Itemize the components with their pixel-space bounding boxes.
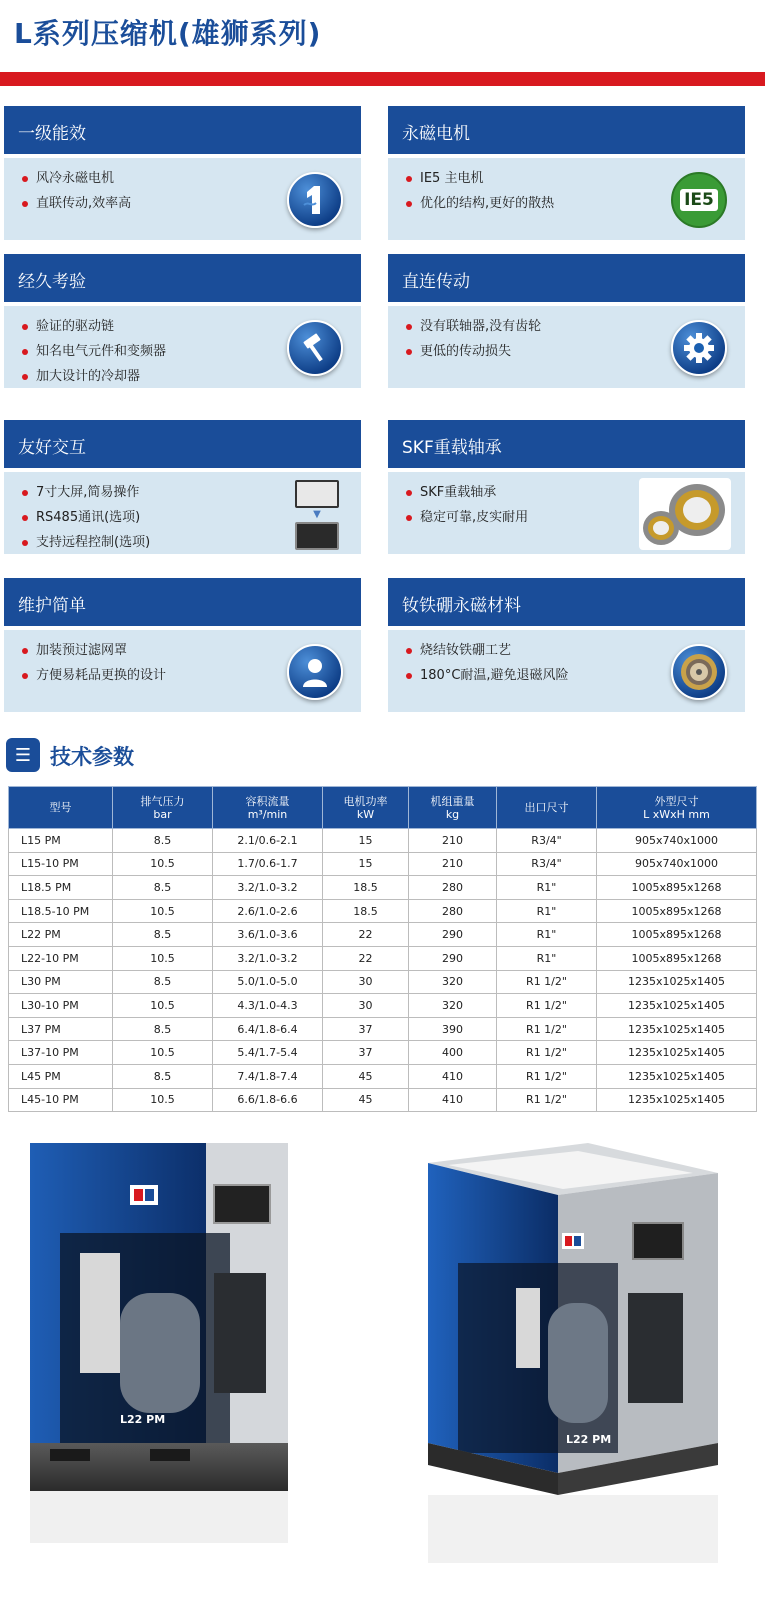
feature-bullet: 支持远程控制(选项): [22, 530, 361, 555]
spec-header-title: 排气压力: [140, 794, 185, 808]
spec-cell: 390: [409, 1017, 497, 1041]
compressor-angle-image: [428, 1143, 718, 1563]
spec-cell: 8.5: [113, 923, 213, 947]
spec-cell: 15: [323, 829, 409, 853]
spec-cell: 320: [409, 994, 497, 1018]
spec-cell: 8.5: [113, 1064, 213, 1088]
spec-cell: 280: [409, 876, 497, 900]
spec-cell: 1235x1025x1405: [597, 994, 757, 1018]
spec-header-cell: [597, 787, 757, 829]
spec-cell: 1235x1025x1405: [597, 970, 757, 994]
table-row: [9, 994, 757, 1018]
table-row: [9, 899, 757, 923]
feature-card-energy: [4, 106, 361, 244]
magnet-rotor-icon: [671, 644, 727, 700]
spec-cell: R1": [497, 946, 597, 970]
feature-title: SKF重载轴承: [388, 420, 745, 468]
spec-cell: R1 1/2": [497, 1017, 597, 1041]
spec-cell: R1": [497, 899, 597, 923]
spec-cell: L15 PM: [9, 829, 113, 853]
feature-bullet: 加大设计的冷却器: [22, 364, 361, 389]
feature-title: 经久考验: [4, 254, 361, 302]
spec-cell: 1005x895x1268: [597, 876, 757, 900]
tech-title: 技术参数: [50, 745, 134, 769]
spec-cell: 10.5: [113, 946, 213, 970]
feature-card-interaction: [4, 420, 361, 558]
spec-cell: R1 1/2": [497, 994, 597, 1018]
spec-cell: L45-10 PM: [9, 1088, 113, 1112]
spec-cell: 15: [323, 852, 409, 876]
feature-card-proven: [4, 254, 361, 392]
spec-cell: 8.5: [113, 970, 213, 994]
feature-bullet: RS485通讯(选项): [22, 505, 361, 530]
spec-header-unit: kg: [445, 807, 460, 821]
feature-card-ndfeb-magnet: [388, 578, 745, 716]
spec-cell: 1235x1025x1405: [597, 1041, 757, 1065]
spec-header-cell: [409, 787, 497, 829]
spec-cell: 30: [323, 994, 409, 1018]
spec-cell: 1005x895x1268: [597, 899, 757, 923]
title-divider: [0, 72, 765, 86]
ie5-badge-icon: [671, 172, 727, 228]
feature-bullet: IE5 主电机: [406, 166, 745, 191]
feature-bullet: 风冷永磁电机: [22, 166, 361, 191]
spec-cell: R1": [497, 876, 597, 900]
spec-cell: 905x740x1000: [597, 852, 757, 876]
feature-card-maintenance: [4, 578, 361, 716]
spec-cell: 1235x1025x1405: [597, 1064, 757, 1088]
spec-cell: L45 PM: [9, 1064, 113, 1088]
compressor-front-image: [30, 1143, 288, 1543]
spec-header-title: 电机功率: [343, 794, 388, 808]
spec-cell: 5.4/1.7-5.4: [213, 1041, 323, 1065]
spec-header-title: 容积流量: [245, 794, 290, 808]
spec-cell: 320: [409, 970, 497, 994]
feature-bullet: 直联传动,效率高: [22, 191, 361, 216]
spec-cell: 210: [409, 829, 497, 853]
maintenance-person-icon: [287, 644, 343, 700]
table-row: [9, 852, 757, 876]
spec-cell: 290: [409, 923, 497, 947]
spec-cell: 4.3/1.0-4.3: [213, 994, 323, 1018]
feature-card-skf-bearing: [388, 420, 745, 558]
spec-cell: 2.1/0.6-2.1: [213, 829, 323, 853]
feature-bullet: 优化的结构,更好的散热: [406, 191, 745, 216]
spec-cell: L15-10 PM: [9, 852, 113, 876]
spec-header-cell: [9, 787, 113, 829]
table-row: [9, 1041, 757, 1065]
gear-icon: [671, 320, 727, 376]
spec-cell: 18.5: [323, 899, 409, 923]
spec-cell: 5.0/1.0-5.0: [213, 970, 323, 994]
feature-bullet: 更低的传动损失: [406, 339, 745, 364]
spec-cell: R1": [497, 923, 597, 947]
spec-cell: L18.5-10 PM: [9, 899, 113, 923]
feature-bullet: 7寸大屏,简易操作: [22, 480, 361, 505]
spec-cell: L30 PM: [9, 970, 113, 994]
feature-bullet: 验证的驱动链: [22, 314, 361, 339]
spec-cell: R1 1/2": [497, 1088, 597, 1112]
spec-table: [8, 786, 757, 1112]
spec-cell: 10.5: [113, 1041, 213, 1065]
spec-cell: 410: [409, 1064, 497, 1088]
touchscreen-icon: ▼: [295, 480, 339, 550]
spec-cell: R3/4": [497, 829, 597, 853]
spec-cell: 22: [323, 923, 409, 947]
spec-cell: 1235x1025x1405: [597, 1088, 757, 1112]
spec-cell: L30-10 PM: [9, 994, 113, 1018]
table-row: [9, 1064, 757, 1088]
spec-header-title: 出口尺寸: [524, 801, 569, 814]
spec-cell: 7.4/1.8-7.4: [213, 1064, 323, 1088]
spec-cell: L22 PM: [9, 923, 113, 947]
spec-cell: L18.5 PM: [9, 876, 113, 900]
feature-bullet: 方便易耗品更换的设计: [22, 663, 361, 688]
spec-cell: R1 1/2": [497, 1064, 597, 1088]
spec-cell: 45: [323, 1088, 409, 1112]
spec-cell: 3.2/1.0-3.2: [213, 876, 323, 900]
spec-cell: 10.5: [113, 994, 213, 1018]
feature-title: 维护简单: [4, 578, 361, 626]
feature-title: 友好交互: [4, 420, 361, 468]
table-row: [9, 1017, 757, 1041]
spec-cell: 10.5: [113, 852, 213, 876]
feature-title: 永磁电机: [388, 106, 745, 154]
spec-cell: 10.5: [113, 1088, 213, 1112]
spec-header-title: 外型尺寸: [654, 794, 699, 808]
spec-header-title: 机组重量: [430, 794, 475, 808]
feature-bullet: 加装预过滤网罩: [22, 638, 361, 663]
table-row: [9, 946, 757, 970]
spec-cell: 8.5: [113, 1017, 213, 1041]
feature-title: 直连传动: [388, 254, 745, 302]
spec-cell: L22-10 PM: [9, 946, 113, 970]
spec-cell: 2.6/1.0-2.6: [213, 899, 323, 923]
spec-cell: R1 1/2": [497, 1041, 597, 1065]
feature-title: 钕铁硼永磁材料: [388, 578, 745, 626]
energy-efficiency-icon: [287, 172, 343, 228]
spec-header-unit: kW: [356, 807, 375, 821]
table-row: [9, 970, 757, 994]
bearing-icon: [639, 478, 731, 550]
spec-cell: 22: [323, 946, 409, 970]
spec-cell: 6.4/1.8-6.4: [213, 1017, 323, 1041]
spec-header-cell: [497, 787, 597, 829]
spec-cell: R3/4": [497, 852, 597, 876]
spec-cell: 6.6/1.8-6.6: [213, 1088, 323, 1112]
ie5-badge-text: IE5: [680, 189, 718, 211]
spec-cell: 37: [323, 1041, 409, 1065]
table-row: [9, 923, 757, 947]
spec-header-title: 型号: [49, 801, 72, 814]
spec-cell: 8.5: [113, 829, 213, 853]
spec-cell: 45: [323, 1064, 409, 1088]
spec-cell: 30: [323, 970, 409, 994]
feature-card-direct-drive: [388, 254, 745, 392]
page-title: L系列压缩机(雄狮系列): [14, 17, 322, 50]
spec-cell: 37: [323, 1017, 409, 1041]
spec-cell: 3.6/1.0-3.6: [213, 923, 323, 947]
table-row: [9, 829, 757, 853]
feature-title: 一级能效: [4, 106, 361, 154]
spec-header-cell: [213, 787, 323, 829]
spec-cell: 400: [409, 1041, 497, 1065]
feature-bullet: 没有联轴器,没有齿轮: [406, 314, 745, 339]
machine-label: L22 PM: [566, 1433, 612, 1446]
spec-cell: 1005x895x1268: [597, 923, 757, 947]
spec-cell: 1005x895x1268: [597, 946, 757, 970]
spec-cell: 280: [409, 899, 497, 923]
spec-cell: 905x740x1000: [597, 829, 757, 853]
spec-cell: 1235x1025x1405: [597, 1017, 757, 1041]
feature-bullet: 知名电气元件和变频器: [22, 339, 361, 364]
spec-cell: 8.5: [113, 876, 213, 900]
spec-cell: 290: [409, 946, 497, 970]
spec-header-unit: L xWxH mm: [643, 807, 710, 821]
spec-header-cell: [323, 787, 409, 829]
machine-label: L22 PM: [120, 1413, 166, 1426]
spec-cell: 210: [409, 852, 497, 876]
spec-cell: L37-10 PM: [9, 1041, 113, 1065]
feature-card-pm-motor: [388, 106, 745, 244]
table-row: [9, 876, 757, 900]
feature-bullet: SKF重载轴承: [406, 480, 745, 505]
spec-cell: L37 PM: [9, 1017, 113, 1041]
feature-bullet: 烧结钕铁硼工艺: [406, 638, 745, 663]
spec-cell: 410: [409, 1088, 497, 1112]
spec-header-unit: bar: [153, 807, 172, 821]
spec-header-unit: m³/min: [247, 807, 288, 821]
spec-cell: 3.2/1.0-3.2: [213, 946, 323, 970]
spec-header-cell: [113, 787, 213, 829]
table-row: [9, 1088, 757, 1112]
spec-cell: 18.5: [323, 876, 409, 900]
spec-cell: 1.7/0.6-1.7: [213, 852, 323, 876]
spec-cell: 10.5: [113, 899, 213, 923]
feature-bullet: 180°C耐温,避免退磁风险: [406, 663, 745, 688]
spec-cell: R1 1/2": [497, 970, 597, 994]
feature-bullet: 稳定可靠,皮实耐用: [406, 505, 745, 530]
document-list-icon: ☰: [6, 738, 40, 772]
hammer-icon: [287, 320, 343, 376]
